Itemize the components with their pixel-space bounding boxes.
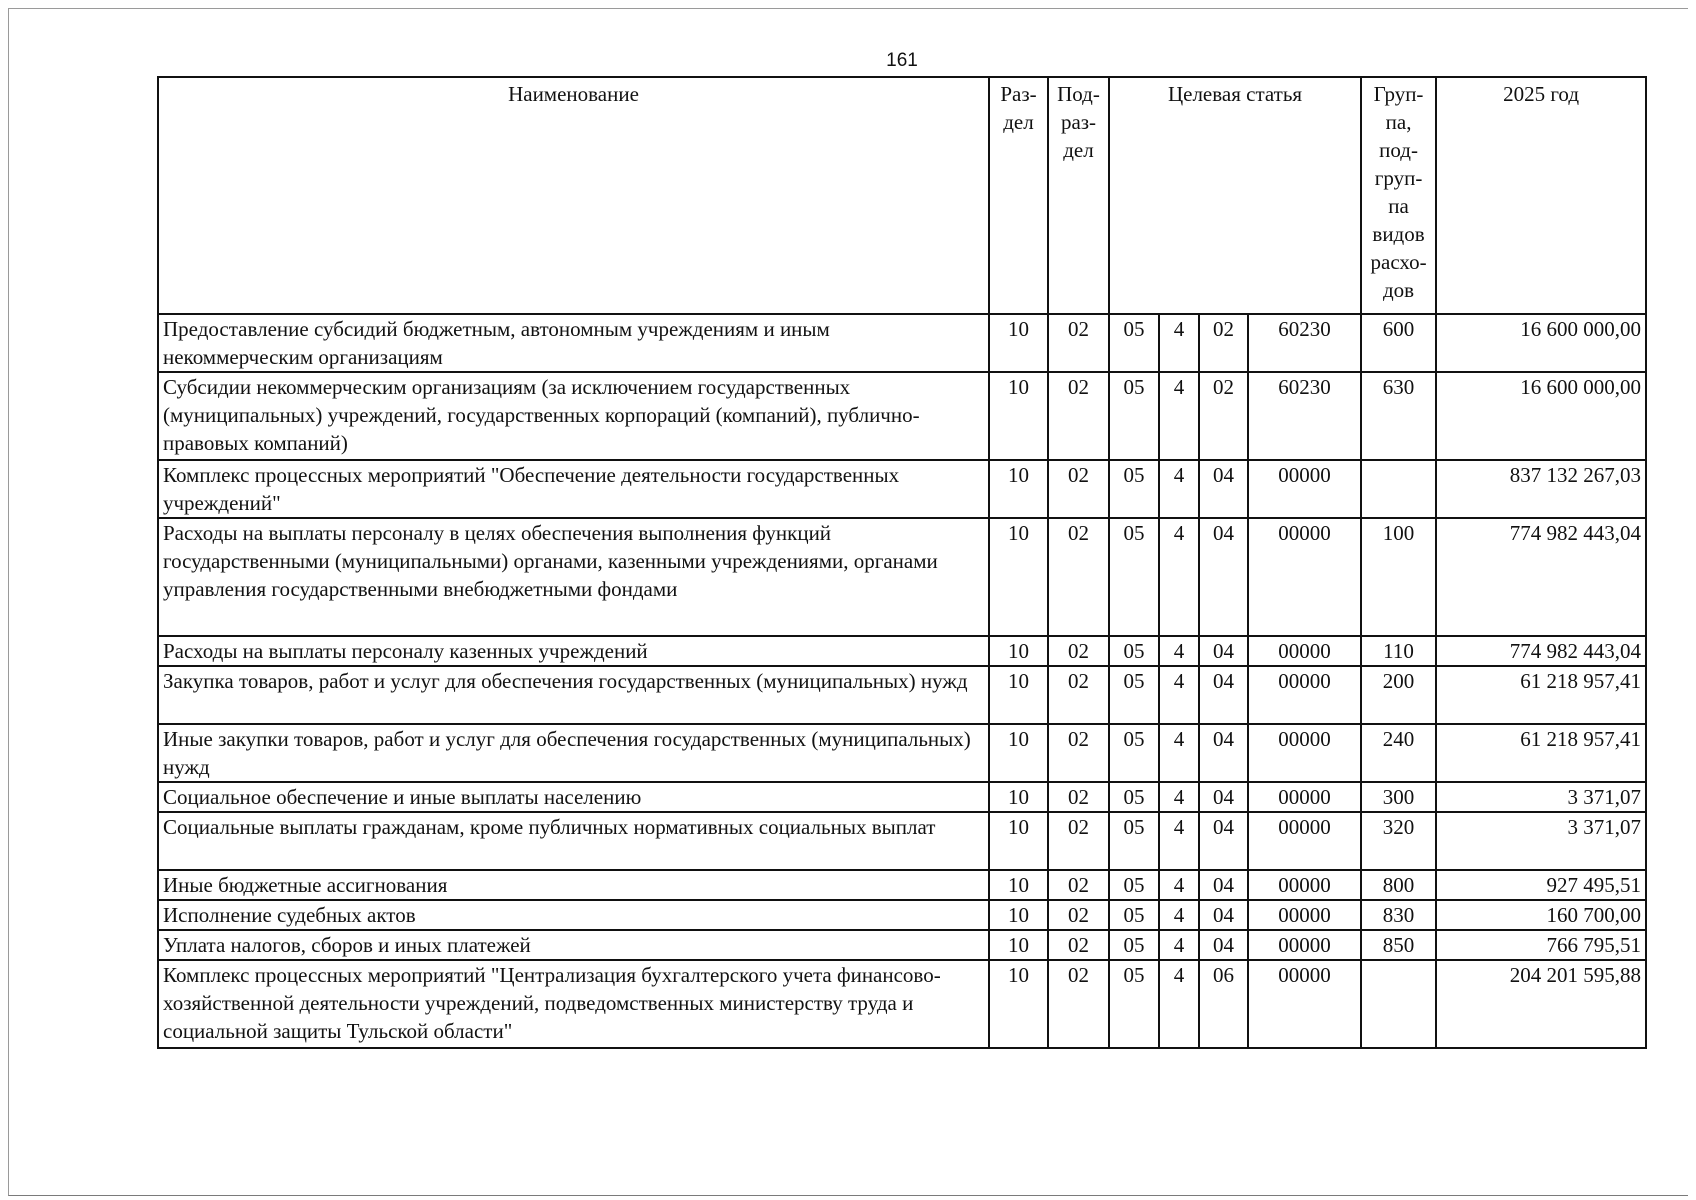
row-amount-2025: 3 371,07: [1436, 782, 1646, 812]
header-group: Груп- па, под- груп- па видов расхо- дов: [1361, 77, 1436, 314]
header-podrazdel: Под- раз- дел: [1048, 77, 1109, 314]
row-target-type: 4: [1159, 460, 1199, 518]
row-name: Социальное обеспечение и иные выплаты населению: [158, 782, 989, 812]
row-target-program: 05: [1109, 870, 1159, 900]
row-expense-group: 100: [1361, 518, 1436, 636]
row-target-structural: 04: [1199, 900, 1248, 930]
row-amount-2025: 61 218 957,41: [1436, 666, 1646, 724]
row-amount-2025: 16 600 000,00: [1436, 314, 1646, 372]
row-name: Субсидии некоммерческим организациям (за исключением государственных (муниципальных) учреждений, государственных корпораций (компаний), публично-правовых компаний): [158, 372, 989, 460]
row-target-type: 4: [1159, 372, 1199, 460]
row-razdel: 10: [989, 812, 1048, 870]
row-target-structural: 04: [1199, 812, 1248, 870]
row-razdel: 10: [989, 900, 1048, 930]
table-row: [158, 636, 1646, 666]
table-header-row: [158, 77, 1646, 314]
table-row: [158, 870, 1646, 900]
row-expense-group: 200: [1361, 666, 1436, 724]
row-target-direction: 00000: [1248, 724, 1361, 782]
row-amount-2025: 16 600 000,00: [1436, 372, 1646, 460]
row-target-type: 4: [1159, 900, 1199, 930]
row-target-direction: 00000: [1248, 666, 1361, 724]
row-expense-group: 800: [1361, 870, 1436, 900]
row-target-type: 4: [1159, 666, 1199, 724]
row-podrazdel: 02: [1048, 870, 1109, 900]
budget-table: [157, 76, 1647, 1049]
row-amount-2025: 837 132 267,03: [1436, 460, 1646, 518]
row-target-structural: 04: [1199, 724, 1248, 782]
page-number: 161: [886, 50, 918, 71]
header-name: Наименование: [158, 77, 989, 314]
row-name: Закупка товаров, работ и услуг для обеспечения государственных (муниципальных) нужд: [158, 666, 989, 724]
row-target-program: 05: [1109, 518, 1159, 636]
row-target-direction: 00000: [1248, 960, 1361, 1048]
row-expense-group: [1361, 460, 1436, 518]
row-target-structural: 04: [1199, 782, 1248, 812]
table-row: [158, 666, 1646, 724]
row-podrazdel: 02: [1048, 460, 1109, 518]
table-row: [158, 314, 1646, 372]
row-amount-2025: 774 982 443,04: [1436, 636, 1646, 666]
row-podrazdel: 02: [1048, 782, 1109, 812]
row-podrazdel: 02: [1048, 636, 1109, 666]
row-podrazdel: 02: [1048, 666, 1109, 724]
row-target-program: 05: [1109, 930, 1159, 960]
row-razdel: 10: [989, 782, 1048, 812]
row-target-program: 05: [1109, 372, 1159, 460]
row-target-type: 4: [1159, 782, 1199, 812]
row-target-type: 4: [1159, 636, 1199, 666]
row-target-type: 4: [1159, 314, 1199, 372]
row-expense-group: 110: [1361, 636, 1436, 666]
row-target-program: 05: [1109, 812, 1159, 870]
row-target-direction: 00000: [1248, 900, 1361, 930]
row-target-structural: 06: [1199, 960, 1248, 1048]
row-target-type: 4: [1159, 870, 1199, 900]
row-expense-group: 300: [1361, 782, 1436, 812]
row-podrazdel: 02: [1048, 724, 1109, 782]
row-razdel: 10: [989, 666, 1048, 724]
row-razdel: 10: [989, 930, 1048, 960]
row-name: Комплекс процессных мероприятий "Обеспечение деятельности государственных учреждений": [158, 460, 989, 518]
table-row: [158, 812, 1646, 870]
row-name: Расходы на выплаты персоналу казенных учреждений: [158, 636, 989, 666]
row-target-structural: 04: [1199, 930, 1248, 960]
table-row: [158, 930, 1646, 960]
header-razdel: Раз- дел: [989, 77, 1048, 314]
row-razdel: 10: [989, 960, 1048, 1048]
row-target-type: 4: [1159, 812, 1199, 870]
row-target-type: 4: [1159, 930, 1199, 960]
row-name: Социальные выплаты гражданам, кроме публичных нормативных социальных выплат: [158, 812, 989, 870]
row-expense-group: 630: [1361, 372, 1436, 460]
row-target-structural: 04: [1199, 636, 1248, 666]
row-target-structural: 04: [1199, 870, 1248, 900]
row-target-program: 05: [1109, 900, 1159, 930]
table-row: [158, 782, 1646, 812]
row-expense-group: 850: [1361, 930, 1436, 960]
row-podrazdel: 02: [1048, 930, 1109, 960]
table-row: [158, 460, 1646, 518]
row-target-program: 05: [1109, 724, 1159, 782]
row-target-direction: 60230: [1248, 314, 1361, 372]
row-target-program: 05: [1109, 782, 1159, 812]
row-expense-group: [1361, 960, 1436, 1048]
table-row: [158, 372, 1646, 460]
row-razdel: 10: [989, 314, 1048, 372]
row-podrazdel: 02: [1048, 812, 1109, 870]
table-row: [158, 960, 1646, 1048]
row-podrazdel: 02: [1048, 314, 1109, 372]
table-row: [158, 518, 1646, 636]
row-podrazdel: 02: [1048, 518, 1109, 636]
table-body: [158, 314, 1646, 1048]
row-target-direction: 00000: [1248, 930, 1361, 960]
row-name: Иные бюджетные ассигнования: [158, 870, 989, 900]
row-name: Предоставление субсидий бюджетным, автономным учреждениям и иным некоммерческим организациям: [158, 314, 989, 372]
row-target-structural: 02: [1199, 372, 1248, 460]
row-name: Уплата налогов, сборов и иных платежей: [158, 930, 989, 960]
row-razdel: 10: [989, 372, 1048, 460]
row-razdel: 10: [989, 518, 1048, 636]
row-podrazdel: 02: [1048, 372, 1109, 460]
row-target-structural: 04: [1199, 460, 1248, 518]
header-year: 2025 год: [1436, 77, 1646, 314]
row-expense-group: 320: [1361, 812, 1436, 870]
row-name: Иные закупки товаров, работ и услуг для обеспечения государственных (муниципальных) нужд: [158, 724, 989, 782]
row-amount-2025: 160 700,00: [1436, 900, 1646, 930]
row-expense-group: 600: [1361, 314, 1436, 372]
row-podrazdel: 02: [1048, 900, 1109, 930]
table-row: [158, 724, 1646, 782]
row-amount-2025: 927 495,51: [1436, 870, 1646, 900]
row-target-type: 4: [1159, 518, 1199, 636]
row-target-structural: 04: [1199, 518, 1248, 636]
row-expense-group: 830: [1361, 900, 1436, 930]
row-target-structural: 02: [1199, 314, 1248, 372]
row-name: Комплекс процессных мероприятий "Централизация бухгалтерского учета финансово-хозяйственной деятельности учреждений, подведомственных министерству труда и социальной защиты Тульской области": [158, 960, 989, 1048]
row-razdel: 10: [989, 460, 1048, 518]
row-amount-2025: 61 218 957,41: [1436, 724, 1646, 782]
row-amount-2025: 766 795,51: [1436, 930, 1646, 960]
row-target-direction: 00000: [1248, 518, 1361, 636]
row-target-program: 05: [1109, 666, 1159, 724]
row-target-type: 4: [1159, 960, 1199, 1048]
row-razdel: 10: [989, 724, 1048, 782]
row-name: Расходы на выплаты персоналу в целях обеспечения выполнения функций государственными (муниципальными) органами, казенными учреждениями, органами управления государственными внебюджетными фондами: [158, 518, 989, 636]
row-target-direction: 60230: [1248, 372, 1361, 460]
row-target-type: 4: [1159, 724, 1199, 782]
row-target-direction: 00000: [1248, 636, 1361, 666]
row-podrazdel: 02: [1048, 960, 1109, 1048]
row-target-program: 05: [1109, 314, 1159, 372]
row-target-direction: 00000: [1248, 812, 1361, 870]
row-target-program: 05: [1109, 960, 1159, 1048]
row-target-direction: 00000: [1248, 870, 1361, 900]
row-target-direction: 00000: [1248, 782, 1361, 812]
row-razdel: 10: [989, 870, 1048, 900]
row-target-program: 05: [1109, 636, 1159, 666]
row-expense-group: 240: [1361, 724, 1436, 782]
row-target-program: 05: [1109, 460, 1159, 518]
table-row: [158, 900, 1646, 930]
row-target-structural: 04: [1199, 666, 1248, 724]
header-target: Целевая статья: [1109, 77, 1361, 314]
row-name: Исполнение судебных актов: [158, 900, 989, 930]
row-razdel: 10: [989, 636, 1048, 666]
row-amount-2025: 204 201 595,88: [1436, 960, 1646, 1048]
row-target-direction: 00000: [1248, 460, 1361, 518]
row-amount-2025: 774 982 443,04: [1436, 518, 1646, 636]
row-amount-2025: 3 371,07: [1436, 812, 1646, 870]
